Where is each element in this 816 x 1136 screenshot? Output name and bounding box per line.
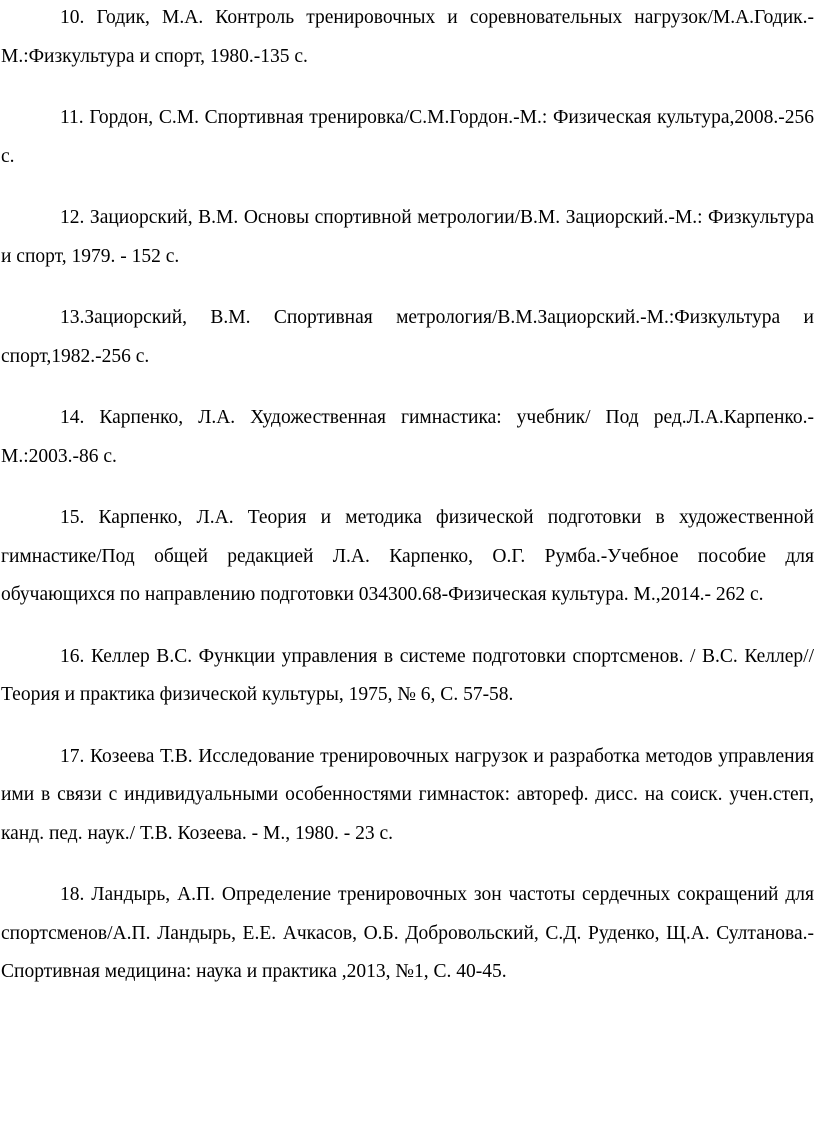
reference-item-17: 17. Козеева Т.В. Исследование тренировочных нагрузок и разработка методов управления ими в связи с индивидуальными особенностями гимнасток: автореф. дисс. на соиск. учен.степ, канд. пед. наук./ Т.В. Козеева. - М., 1980. - 23 с. <box>1 745 814 844</box>
reference-item-16: 16. Келлер В.С. Функции управления в системе подготовки спортсменов. / В.С. Келлер//Теория и практика физической культуры, 1975, № 6, С. 57-58. <box>1 645 814 705</box>
reference-item-10: 10. Годик, М.А. Контроль тренировочных и соревновательных нагрузок/М.А.Годик.-М.:Физкультура и спорт, 1980.-135 с. <box>1 7 814 67</box>
reference-item-11: 11. Гордон, С.М. Спортивная тренировка/С.М.Гордон.-М.: Физическая культура,2008.-256 с. <box>1 107 814 167</box>
reference-item-18: 18. Ландырь, А.П. Определение тренировочных зон частоты сердечных сокращений для спортсменов/А.П. Ландырь, Е.Е. Ачкасов, О.Б. Добровольский, С.Д. Руденко, Щ.А. Султанова.- Спортивная медицина: наука и практика ,2013, №1, С. 40-45. <box>1 884 814 982</box>
reference-item-14: 14. Карпенко, Л.А. Художественная гимнастика: учебник/ Под ред.Л.А.Карпенко.-М.:2003.-86 с. <box>1 407 814 467</box>
reference-item-13: 13.Зациорский, В.М. Спортивная метрология/В.М.Зациорский.-М.:Физкультура и спорт,1982.-256 с. <box>1 307 814 367</box>
reference-list <box>1 0 814 1015</box>
reference-item-12: 12. Зациорский, В.М. Основы спортивной метрологии/В.М. Зациорский.-М.: Физкультура и спорт, 1979. - 152 с. <box>1 207 814 267</box>
reference-item-15: 15. Карпенко, Л.А. Теория и методика физической подготовки в художественной гимнастике/Под общей редакцией Л.А. Карпенко, О.Г. Румба.-Учебное пособие для обучающихся по направлению подготовки 034300.68-Физическая культура. М.,2014.- 262 с. <box>1 507 814 605</box>
